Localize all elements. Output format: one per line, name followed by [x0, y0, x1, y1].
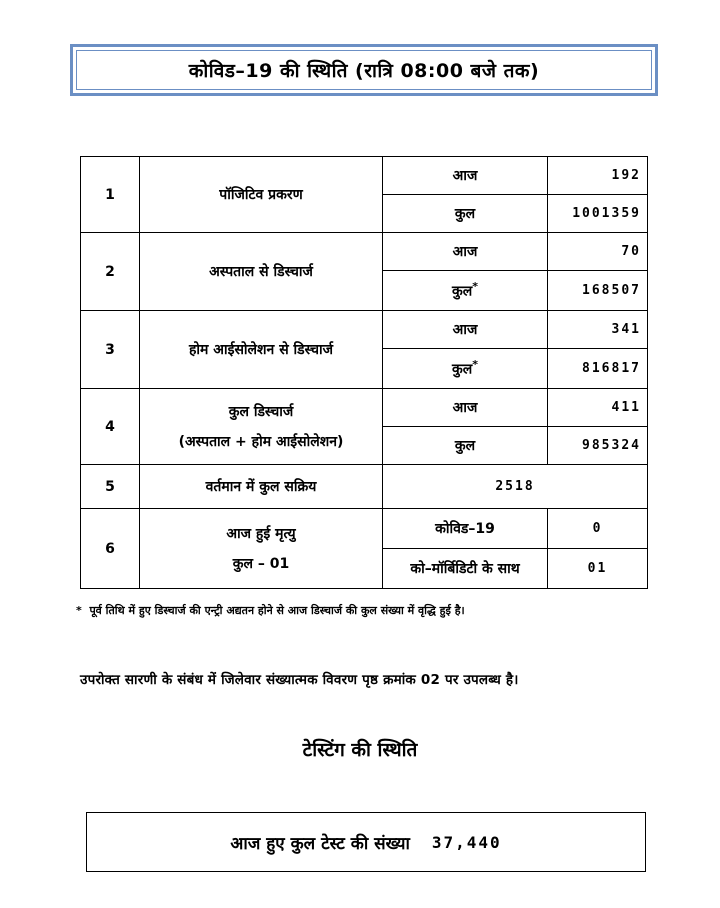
total-discharge-line1: कुल डिस्चार्ज: [228, 403, 294, 420]
deaths-line1: आज हुई मृत्यु: [226, 525, 296, 542]
deaths-line2: कुल – 01: [232, 555, 290, 572]
home-total-value: 816817: [548, 349, 648, 389]
comorbidity-death-value: 01: [548, 549, 648, 589]
table-row: [81, 465, 648, 509]
testing-value: 37,440: [431, 832, 502, 852]
total-label: कुल: [383, 427, 548, 465]
testing-box: [86, 812, 646, 872]
today-label: आज: [383, 157, 548, 195]
row-label-hospital-discharge: अस्पताल से डिस्चार्ज: [140, 233, 383, 311]
row-label-deaths: [140, 509, 383, 589]
total-discharge-line2: (अस्पताल + होम आईसोलेशन): [178, 433, 344, 450]
serial-number: 3: [81, 311, 140, 389]
today-label: आज: [383, 389, 548, 427]
row-label-positive: पॉजिटिव प्रकरण: [140, 157, 383, 233]
footnote-asterisk: *: [76, 604, 82, 617]
hospital-today-value: 70: [548, 233, 648, 271]
total-label: कुल*: [383, 349, 548, 389]
covid-death-value: 0: [548, 509, 648, 549]
table-row: [81, 311, 648, 349]
page-title: कोविड–19 की स्थिति (रात्रि 08:00 बजे तक): [76, 50, 652, 90]
total-discharge-total-value: 985324: [548, 427, 648, 465]
row-label-active: वर्तमान में कुल सक्रिय: [140, 465, 383, 509]
title-box: [70, 44, 658, 96]
home-today-value: 341: [548, 311, 648, 349]
total-label: कुल: [383, 195, 548, 233]
table-row: [81, 509, 648, 549]
positive-today-value: 192: [548, 157, 648, 195]
footnote-text: पूर्व तिथि में हुए डिस्चार्ज की एन्ट्री अद्यतन होने से आज डिस्चार्ज की कुल संख्या में वृद्धि हुई है।: [89, 604, 465, 617]
asterisk-mark: *: [472, 280, 478, 294]
total-discharge-today-value: 411: [548, 389, 648, 427]
today-label: आज: [383, 311, 548, 349]
row-label-home-discharge: होम आईसोलेशन से डिस्चार्ज: [140, 311, 383, 389]
serial-number: 6: [81, 509, 140, 589]
table-row: [81, 233, 648, 271]
district-details-note: उपरोक्त सारणी के संबंध में जिलेवार संख्यात्मक विवरण पृष्ठ क्रमांक 02 पर उपलब्ध है।: [80, 672, 519, 688]
covid-status-table: [80, 156, 648, 589]
serial-number: 1: [81, 157, 140, 233]
hospital-total-value: 168507: [548, 271, 648, 311]
table-row: [81, 389, 648, 427]
serial-number: 4: [81, 389, 140, 465]
testing-heading: टेस्टिंग की स्थिति: [302, 739, 418, 761]
asterisk-mark: *: [472, 358, 478, 372]
covid-death-label: कोविड–19: [383, 509, 548, 549]
row-label-total-discharge: [140, 389, 383, 465]
positive-total-value: 1001359: [548, 195, 648, 233]
active-value: 2518: [383, 465, 648, 509]
today-label: आज: [383, 233, 548, 271]
testing-label: आज हुए कुल टेस्ट की संख्या: [230, 833, 410, 854]
serial-number: 2: [81, 233, 140, 311]
total-label: कुल*: [383, 271, 548, 311]
serial-number: 5: [81, 465, 140, 509]
table-row: [81, 157, 648, 195]
comorbidity-death-label: को–मॉर्बिडिटी के साथ: [383, 549, 548, 589]
footnote: [76, 603, 465, 618]
